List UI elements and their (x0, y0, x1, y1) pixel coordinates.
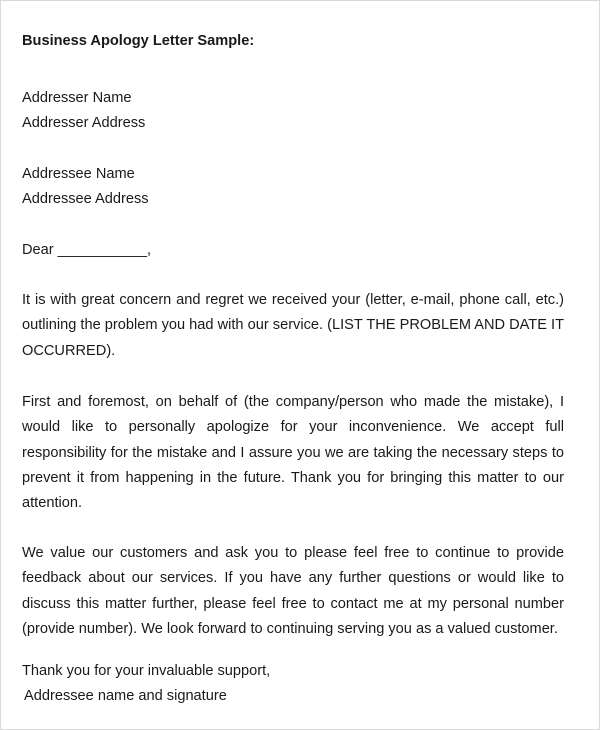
signature-line: Addressee name and signature (24, 688, 227, 704)
sender-name: Addresser Name (22, 90, 132, 106)
document-title: Business Apology Letter Sample: (22, 33, 255, 49)
closing-line: Thank you for your invaluable support, (22, 663, 271, 679)
salutation: Dear ___________, (22, 242, 152, 258)
recipient-address: Addressee Address (22, 191, 149, 207)
paragraph-2: First and foremost, on behalf of (the company/person who made the mistake), I would like to personally apologize for your inconvenience. We accept full responsibility for the mistake and I assure you we are taking the necessary steps to prevent it from happening in the future. Thank you for bringing this matter to our attention. (22, 394, 564, 512)
paragraph-1: It is with great concern and regret we received your (letter, e-mail, phone call, etc.) outlining the problem you had with our service. (LIST THE PROBLEM AND DATE IT OCCURRED). (22, 292, 564, 359)
recipient-name: Addressee Name (22, 166, 135, 182)
paragraph-3: We value our customers and ask you to please feel free to continue to provide feedback about our services. If you have any further questions or would like to discuss this matter further, please feel free to contact me at my personal number (provide number). We look forward to continuing serving you as a valued customer. (22, 545, 564, 637)
sender-address: Addresser Address (22, 115, 146, 131)
